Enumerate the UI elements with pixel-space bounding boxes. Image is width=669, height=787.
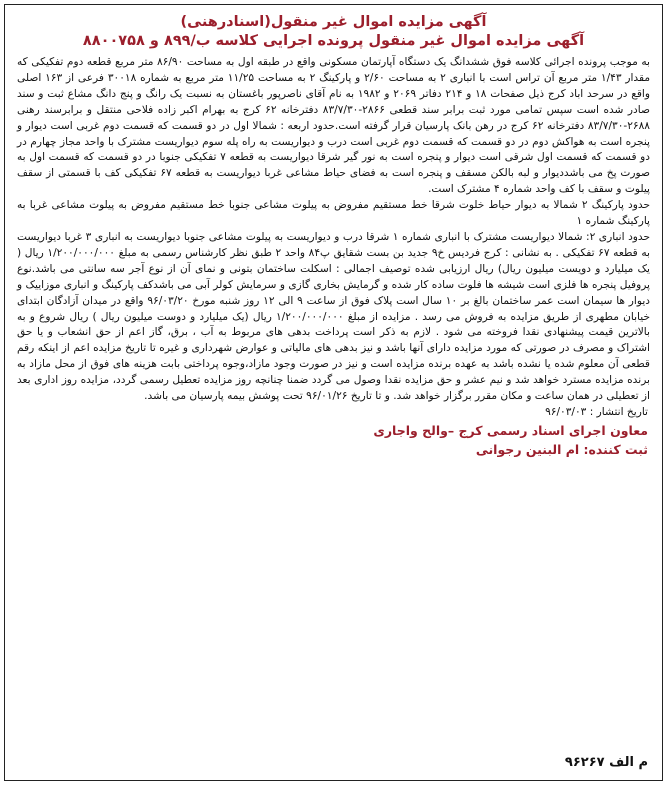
signature-official: معاون اجرای اسناد رسمی کرج –والح واجاری <box>373 422 648 438</box>
paragraph-storage-and-terms: حدود انباری ۲: شمالا دیواریست مشترک با انباری شماره ۱ شرقا درب و دیواریست به پیلوت مشاعی جنوبا دیواریست به انباری ۳ غربا دیواریست به قطعه ۶۷ تفکیکی . به نشانی : کرج فردیس خ۹ جدید بن بست شقایق پ۸۴ واحد ۲ طبق نظر کارشناس رسمی به مبلغ ۱/۲۰۰/۰۰۰/۰۰۰ ریال ( یک میلیارد و دویست میلیون ریال) ریال ارزیابی شده توصیف اجمالی : اسکلت ساختمان بتونی و نمای آن از نوع آجر سه سانتی می باشد.نوع پروفیل پنجره ها فلزی است شیشه ها فلوت ساده کار شده و گرمایش بخاری گازی و سرمایش کولر آبی می باشدکف پارکینگ و انباری موزاییک و دیوار ها سیمان است عمر ساختمان بالغ بر ۱۰ سال است پلاک فوق از ساعت ۹ الی ۱۲ روز شنبه مورخ ۹۶/۰۳/۲۰ واقع در میدان آزادگان ابتدای خیابان مطهری از طریق مزایده به فروش می رسد . مزایده از مبلغ ۱/۲۰۰/۰۰۰/۰۰۰ ریال (یک میلیارد و دوست میلیون ریال ) ریال شروع و به بالاترین قیمت پیشنهادی نقدا فروخته می شود . لازم به ذکر است پرداخت بدهی های مربوط به آب ، برق، گاز اعم از حق انشعاب و یا حق اشتراک و مصرف در صورتی که مورد مزایده دارای آنها باشد و نیز بدهی های مالیاتی و عوارض شهرداری و غیره تا تاریخ مزایده اعم از اینکه رقم قطعی آن معلوم شده یا نشده باشد به عهده برنده مزایده است و نیز در صورت وجود مازاد،وجوه پرداختی بابت هزینه های فوق از محل مازاد به برنده مزایده مسترد خواهد شد و نیم عشر و حق مزایده نقدا وصول می گردد ضمنا چنانچه روز مزایده تعطیل رسمی گردد، مزایده روز اداری بعد از تعطیلی در همان ساعت و مکان مقرر برگزار خواهد شد. و تا تاریخ ۹۶/۰۱/۲۶ تحت پوشش بیمه پارسیان می باشد. <box>17 230 651 403</box>
notice-subtitle: آگهی مزایده اموال غیر منقول پرونده اجرایی کلاسه ب/۸۹۹ و ۸۸۰۰۷۵۸ <box>82 33 585 49</box>
reference-code: م الف ۹۶۲۶۷ <box>564 755 648 770</box>
notice-body <box>5 55 662 405</box>
signature-registrar: ثبت کننده: ام البنین رجوانی <box>475 441 648 457</box>
paragraph-parking-boundaries: حدود پارکینگ ۲ شمالا به دیوار حیاط خلوت شرقا خط مستقیم مفروض به پیلوت مشاعی جنوبا خط مستقیم مفروض به پیلوت مشاعی غربا به پارکینگ شماره ۱ <box>17 199 650 228</box>
notice-title: آگهی مزایده اموال غیر منقول(اسنادرهنی) <box>180 14 487 30</box>
paragraph-property-description: به موجب پرونده اجرائی کلاسه فوق ششدانگ یک دستگاه آپارتمان مسکونی واقع در طبقه اول به مساحت ۸۶/۹۰ متر مربع قطعه دوم تفکیکی که مقدار ۱/۴۳ متر مربع آن تراس است با انباری ۲ به مساحت ۲/۶۰ و پارکینگ ۲ به مساحت ۱۱/۲۵ متر مربع به شماره ۳۰۰۱۸ فرعی از ۱۶۳ اصلی واقع در سرحد اباد کرج ذیل صفحات ۱۸ و ۲۱۴ دفاتر ۲۰۶۹ و ۱۹۸۲ به نام آقای ناصرپور باغستان به نسبت یک رانگ و پنج دانگ مشاع ثبت و سند صادر شده است سپس تمامی مورد ثبت برابر سند قطعی ۲۸۶۶-۸۳/۷/۳۰ دفترخانه ۶۲ کرج به بهرام اکبر زاده فلاحی منتقل و برابرسند رهنی ۲۶۸۸-۸۳/۷/۳۰ دفترخانه ۶۲ کرج در رهن بانک پارسیان قرار گرفته است.حدود اربعه : شمالا اول در دو قسمت که قسمت دوم غربی است دیوار و پنجره است به هواکش دوم در دو قسمت که قسمت دوم غربی است درب و دیواریست به راه پله سوم دیواریست مشترک با واحد مجاز چهارم در دو قسمت که قسمت اول شرقی است دیوار و پنجره است به نور گیر شرقا دیواریست به قطعه ۷ تفکیکی جنوبا در دو قسمت که قسمت اول به صورت پخ می باشددیوار و لبه بالکن مسقف و پنجره است به فضای حیاط مشاعی غربا دیواریست به قطعه ۶۷ تفکیکی کف با قسمتی از سقف پیلوت و سقف با کف واحد شماره ۴ مشترک است. <box>17 56 650 196</box>
notice-frame <box>4 4 663 781</box>
publish-date: تاریخ انتشار : ۹۶/۰۳/۰۳ <box>545 405 648 418</box>
